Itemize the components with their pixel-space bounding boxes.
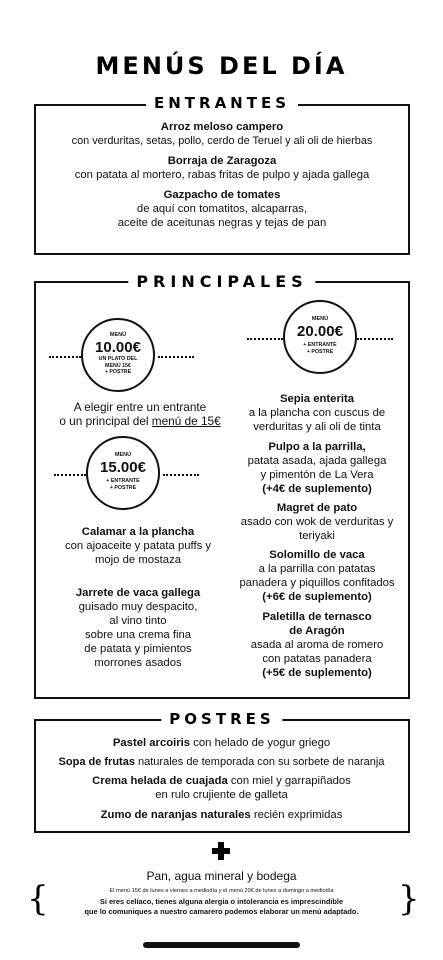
menu20-dots-right: [357, 338, 393, 340]
principales-heading: PRINCIPALES: [128, 272, 315, 291]
entrantes-section: [34, 94, 410, 255]
page-title: MENÚS DEL DÍA: [95, 52, 348, 80]
left-brace-icon: {: [27, 879, 49, 919]
dish-solomillo: Solomillo de vaca a la parrilla con patatas panadera y piquillos confitados (+6€ de suplemento): [222, 548, 412, 604]
menu10-badge: MENÚ 10.00€ UN PLATO DEL MENÚ 15€ + POSTRE: [81, 318, 155, 392]
postre-pastel: Pastel arcoiris con helado de yogur griego: [112, 737, 331, 749]
right-brace-icon: }: [398, 879, 420, 919]
home-indicator[interactable]: [143, 942, 300, 948]
postres-heading: POSTRES: [161, 710, 282, 728]
entrantes-heading: ENTRANTES: [146, 94, 298, 112]
menu15-link: menú de 15€: [151, 414, 221, 428]
menu15-badge: MENÚ 15.00€ + ENTRANTE + POSTRE: [86, 436, 160, 510]
postre-zumo: Zumo de naranjas naturales recién exprimidas: [100, 809, 343, 821]
menu15-dots-left: [54, 474, 86, 476]
dish-arroz: Arroz meloso campero con verduritas, setas, pollo, cerdo de Teruel y ali oli de hierbas: [71, 121, 373, 147]
menu20-badge: MENÚ 20.00€ + ENTRANTE + POSTRE: [283, 300, 357, 374]
dish-pulpo: Pulpo a la parrilla, patata asada, ajada gallega y pimentón de La Vera (+4€ de suplemento): [222, 440, 412, 496]
menu20-dots-left: [247, 338, 283, 340]
dish-paletilla: Paletilla de ternasco de Aragón asada al aroma de romero con patatas panadera (+5€ de suplemento): [222, 610, 412, 680]
postre-crema: Crema helada de cuajada con miel y garrapiñados en rulo crujiente de galleta: [92, 775, 351, 801]
postre-sopa: Sopa de frutas naturales de temporada con su sorbete de naranja: [58, 756, 385, 768]
menu15-dots-right: [163, 474, 199, 476]
dish-jarrete: Jarrete de vaca gallega guisado muy despacito, al vino tinto sobre una crema fina de patata y pimientos morrones asados: [75, 587, 201, 669]
menu10-description: A elegir entre un entrante o un principal del menú de 15€: [59, 400, 221, 428]
menu10-dots-left: [49, 356, 81, 358]
menu10-dots-right: [158, 356, 194, 358]
schedule-note: El menú 15€ de lunes a viernes a mediodía y el menú 20€ de lunes a domingo a mediodía: [109, 888, 334, 894]
celiac-note: Si eres celíaco, tienes alguna alergia o intolerancia es imprescindible que lo comuniques a nuestro camarero podemos elaborar un menú adaptado.: [84, 897, 359, 916]
supplement-paletilla: (+5€ de suplemento): [262, 667, 372, 679]
dish-borraja: Borraja de Zaragoza con patata al mortero, rabas fritas de pulpo y ajada gallega: [74, 155, 370, 181]
supplement-solomillo: (+6€ de suplemento): [262, 591, 372, 603]
supplement-pulpo: (+4€ de suplemento): [262, 483, 372, 495]
dish-magret: Magret de pato asado con wok de verduritas y teriyaki: [240, 502, 394, 542]
dish-sepia: Sepia enterita a la plancha con cuscus de verduritas y ali oli de tinta: [248, 393, 386, 433]
includes-text: Pan, agua mineral y bodega: [146, 869, 297, 883]
plus-icon: [212, 842, 230, 860]
dish-gazpacho: Gazpacho de tomates de aquí con tomatitos, alcaparras, aceite de aceitunas negras y tejas de pan: [117, 189, 327, 229]
dish-calamar: Calamar a la plancha con ajoaceite y patata puffs y mojo de mostaza: [64, 526, 212, 566]
